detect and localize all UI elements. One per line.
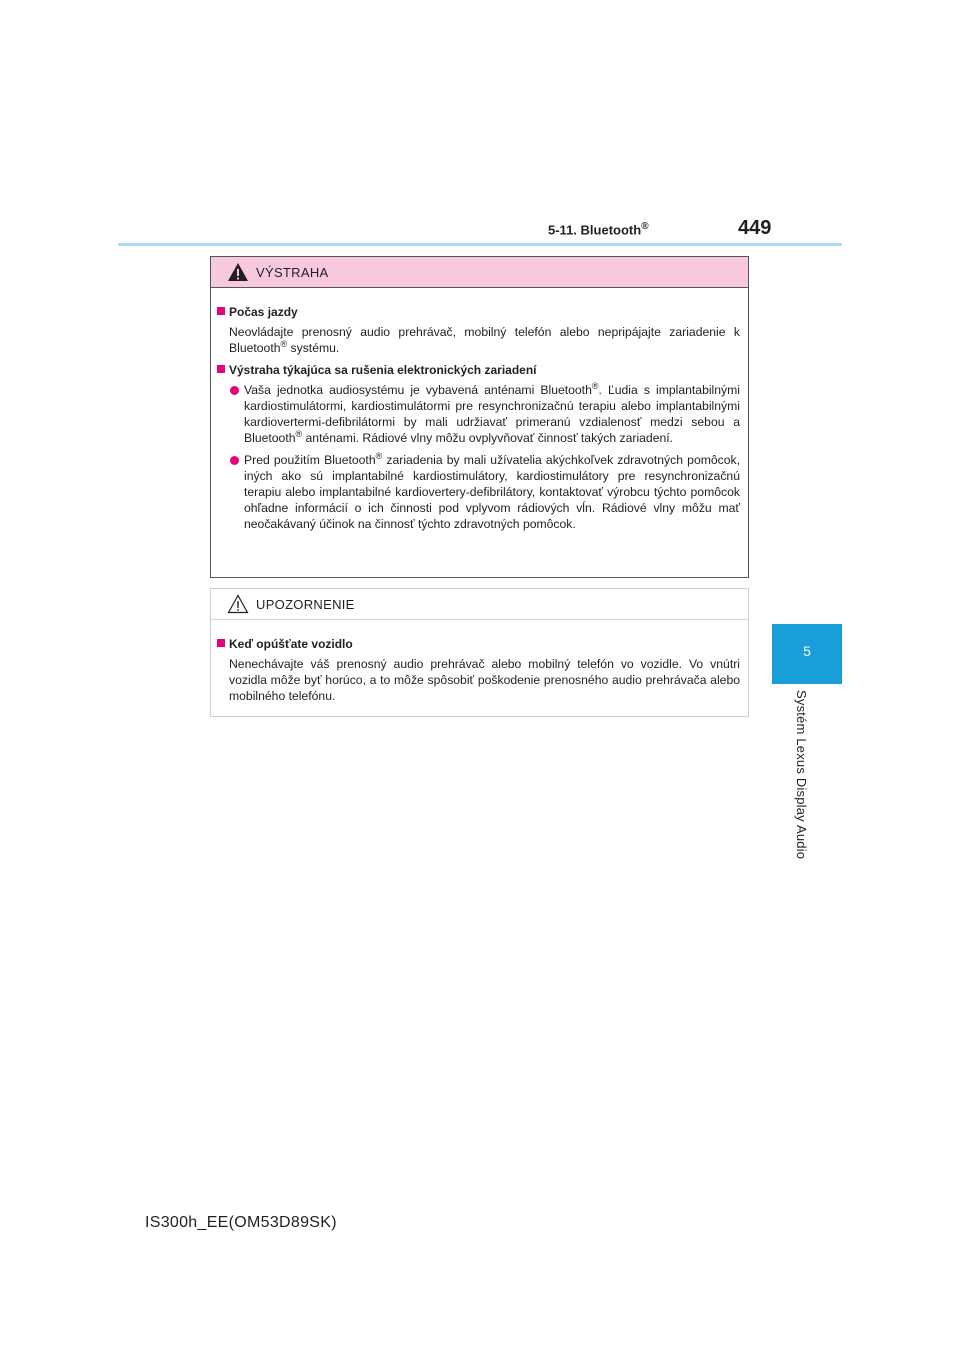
round-bullet-icon [230, 456, 239, 465]
warning-box [210, 256, 749, 578]
heading-text: Počas jazdy [229, 305, 298, 319]
registered-mark: ® [295, 428, 303, 439]
registered-mark: ® [641, 221, 649, 232]
bullet-text-a: Vaša jednotka audiosystému je vybavená anténami Bluetooth [244, 383, 592, 397]
chapter-tab[interactable] [772, 624, 842, 684]
page-number: 449 [738, 217, 772, 239]
square-bullet-icon [217, 307, 225, 315]
bullet-text-b: . Ľudia s implantabilnými kardiostimulátormi, kardiostimulátormi pre resynchronizačnú terapiu alebo implantabilnými kardiovertermi-defibrilátormi by mali udržiavať primeranú vzdialenosť medzi sebou a Bluetooth [244, 383, 740, 445]
square-bullet-icon [217, 639, 225, 647]
paragraph-text-b: systému. [287, 341, 340, 355]
caution-paragraph: Nenechávajte váš prenosný audio prehrávač alebo mobilný telefón vo vozidle. Vo vnútri vozidla môže byť horúco, a to môže spôsobiť poškodenie prenosného audio prehrávača alebo mobilného telefónu. [229, 657, 740, 703]
warning-bullet-antennas [217, 382, 740, 446]
round-bullet-icon [230, 386, 239, 395]
square-bullet-icon [217, 365, 225, 373]
caution-header [211, 589, 748, 620]
warning-triangle-icon [227, 262, 249, 282]
paragraph-text-a: Neovládajte prenosný audio prehrávač, mobilný telefón alebo nepripájajte zariadenie k Bluetooth [229, 325, 740, 355]
bullet-text-b: zariadenia by mali užívatelia akýchkoľvek zdravotných pomôcok, iných ako sú implantabilné kardiostimulátory, kardiostimulátory pre resynchronizačnú terapiu alebo implantabilné kardiovertery-defibrilátory, kontaktovať výrobcu týchto pomôcok ohľadne informácií o ich činnosti pod vplyvom rádiových vĺn. Rádiové vlny môžu mať neočakávaný účinok na činnosť týchto zdravotných pomôcok. [244, 453, 741, 531]
warning-paragraph-driving [217, 324, 740, 356]
registered-mark: ® [375, 450, 383, 461]
header-rule [118, 243, 842, 246]
footer-model-code: IS300h_EE(OM53D89SK) [145, 1214, 337, 1231]
heading-text: Keď opúšťate vozidlo [229, 637, 353, 651]
warning-title: VÝSTRAHA [256, 265, 329, 280]
warning-header [211, 257, 748, 288]
heading-text: Výstraha týkajúca sa rušenia elektronických zariadení [229, 363, 537, 377]
header-section-title [548, 221, 649, 237]
bullet-text-a: Pred použitím Bluetooth [244, 453, 376, 467]
caution-heading-leaving [217, 636, 740, 652]
bullet-text-c: anténami. Rádiové vlny môžu ovplyvňovať činnosť takých zariadení. [302, 431, 674, 445]
warning-content [211, 288, 748, 532]
registered-mark: ® [591, 380, 599, 391]
caution-box [210, 588, 749, 717]
caution-triangle-icon [227, 594, 249, 614]
warning-heading-interference [217, 362, 740, 378]
registered-mark: ® [280, 338, 288, 349]
chapter-number: 5 [803, 643, 811, 659]
section-title-text: 5-11. Bluetooth [548, 222, 642, 238]
warning-bullet-medical [217, 452, 740, 532]
caution-title: UPOZORNENIE [256, 597, 355, 612]
warning-heading-driving [217, 304, 740, 320]
chapter-title: Systém Lexus Display Audio [794, 690, 809, 860]
caution-content [211, 620, 748, 704]
